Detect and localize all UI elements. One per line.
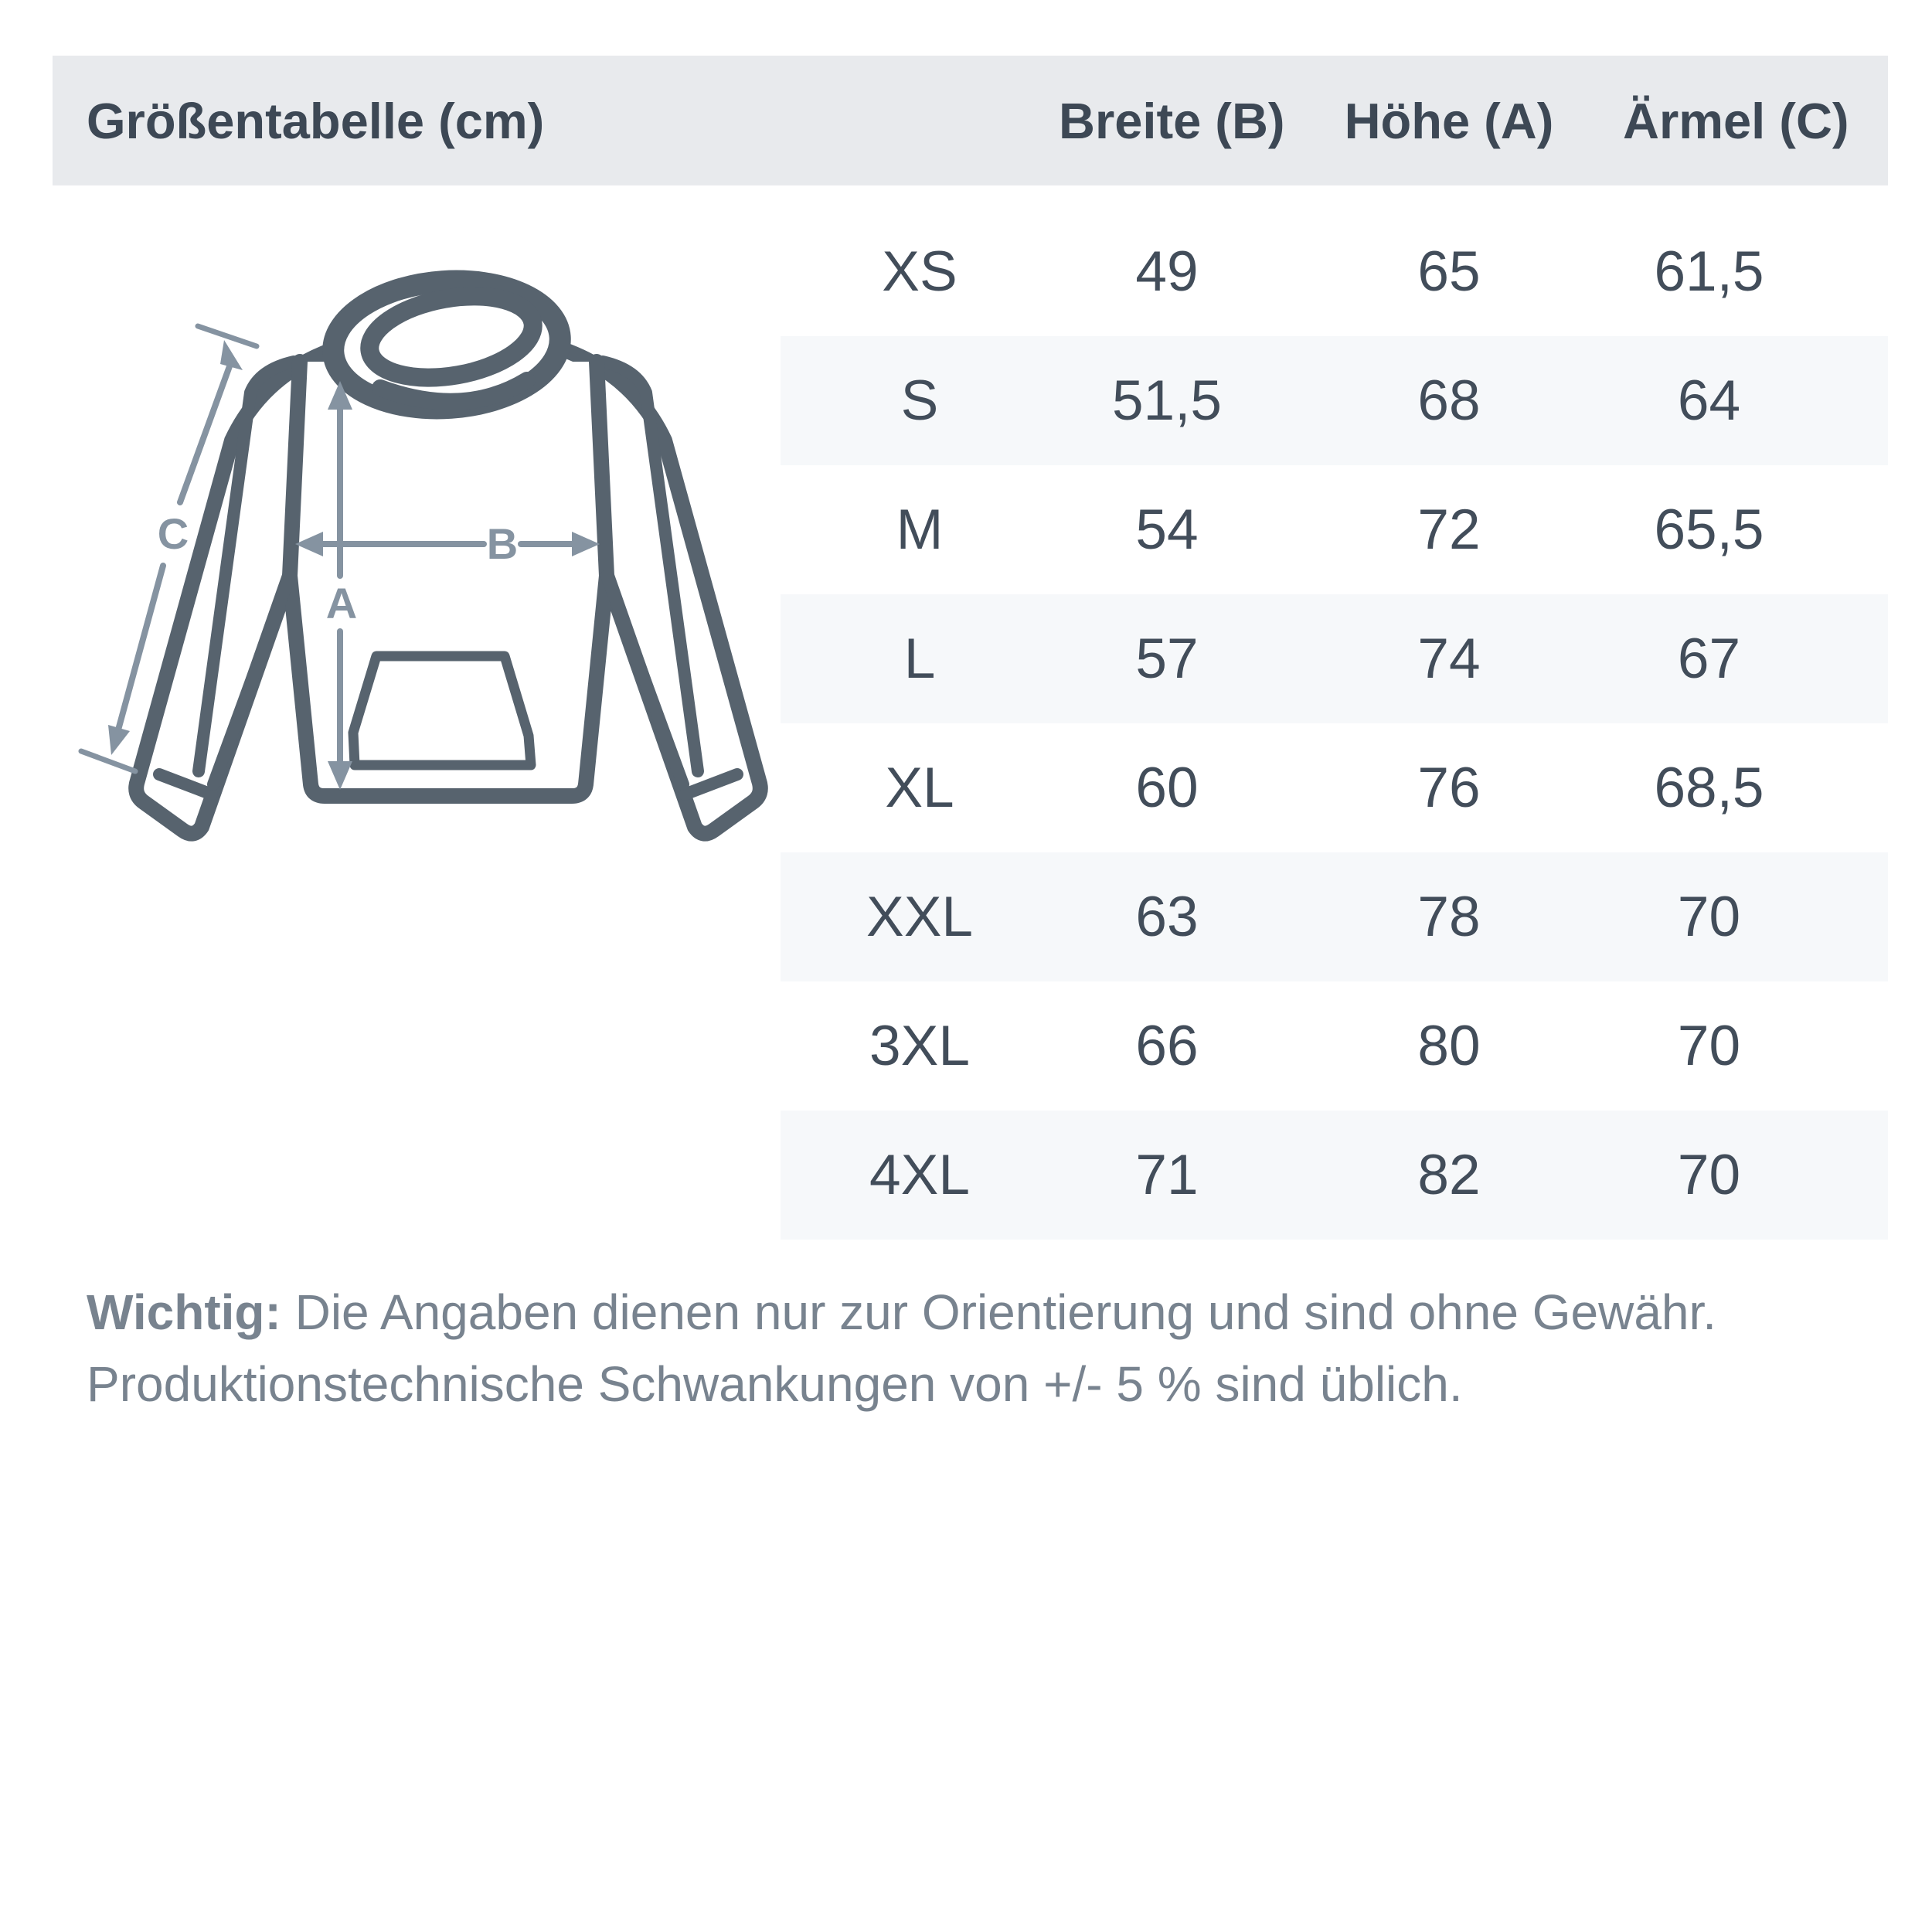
size-cell: M [896,498,944,561]
table-row [781,207,1888,336]
aermel-value-cell: 65,5 [1654,498,1764,561]
table-row [781,852,1888,981]
table-row [781,723,1888,852]
breite-value-cell: 51,5 [1111,369,1223,432]
aermel-value-cell: 61,5 [1654,240,1764,303]
hoehe-value-cell: 80 [1417,1015,1481,1077]
table-row [781,465,1888,594]
aermel-value-cell: 67 [1677,628,1741,690]
hoodie-drawing-svg [46,185,788,896]
hoodie-diagram [46,185,788,896]
breite-value-cell: 63 [1135,886,1199,948]
disclaimer-bold-prefix: Wichtig: [87,1284,281,1340]
aermel-value-cell: 64 [1677,369,1741,432]
breite-value-cell: 60 [1135,757,1199,819]
label-A: A [325,579,358,628]
breite-value-cell: 49 [1135,240,1199,303]
aermel-value-cell: 68,5 [1654,757,1764,819]
column-header-breite: Breite (B) [1059,92,1285,149]
hoehe-value-cell: 72 [1417,498,1481,561]
kangaroo-pocket [353,656,531,765]
hoehe-value-cell: 68 [1417,369,1481,432]
size-cell: XS [882,240,957,303]
aermel-value-cell: 70 [1677,1015,1741,1077]
label-B: B [486,519,519,568]
table-row [781,981,1888,1111]
size-cell: 3XL [869,1015,970,1077]
breite-value-cell: 66 [1135,1015,1199,1077]
disclaimer-note [87,1277,1841,1420]
size-cell: XXL [866,886,973,948]
aermel-value-cell: 70 [1677,1144,1741,1206]
disclaimer-text: Die Angaben dienen nur zur Orientierung und sind ohne Gewähr. Produktionstechnische Schwankungen von +/- 5 % sind üblich. [87,1284,1717,1412]
aermel-value-cell: 70 [1677,886,1741,948]
table-row [781,1111,1888,1240]
size-cell: 4XL [869,1144,970,1206]
size-cell: S [900,369,939,432]
size-chart-header [53,56,1888,185]
hoehe-value-cell: 78 [1417,886,1481,948]
page-title: Größentabelle (cm) [87,92,545,149]
hoehe-value-cell: 76 [1417,757,1481,819]
size-cell: L [903,628,936,690]
size-cell: XL [885,757,954,819]
hoehe-value-cell: 74 [1417,628,1481,690]
label-C: C [157,509,189,558]
breite-value-cell: 54 [1135,498,1199,561]
hoehe-value-cell: 65 [1417,240,1481,303]
breite-value-cell: 57 [1135,628,1199,690]
table-row [781,336,1888,465]
table-row [781,594,1888,723]
hoehe-value-cell: 82 [1417,1144,1481,1206]
breite-value-cell: 71 [1135,1144,1199,1206]
hood [329,274,565,416]
column-header-aermel: Ärmel (C) [1623,92,1849,149]
column-header-hoehe: Höhe (A) [1344,92,1554,149]
size-table [781,207,1888,1240]
